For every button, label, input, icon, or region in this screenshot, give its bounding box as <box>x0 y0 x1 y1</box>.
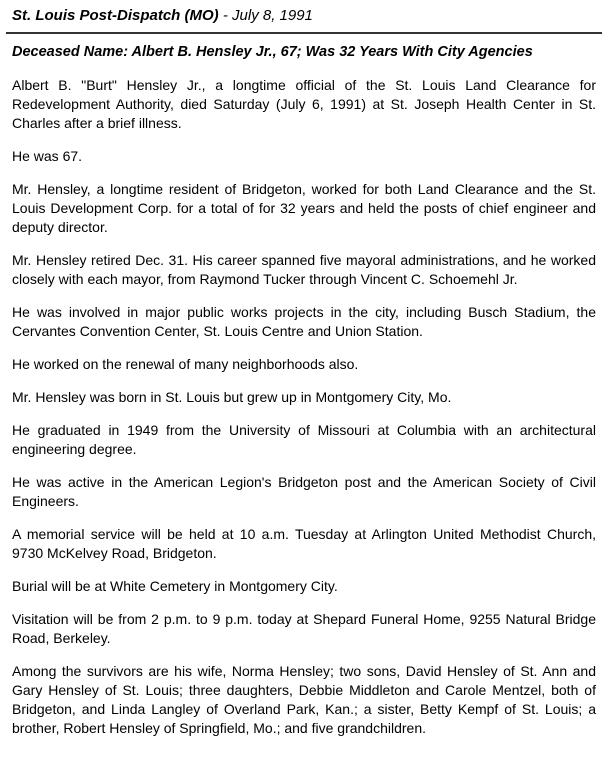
paragraph: Burial will be at White Cemetery in Montgomery City. <box>12 578 338 594</box>
paragraph: A memorial service will be held at 10 a.m. Tuesday at Arlington United Methodist Church, 9730 McKelvey Road, Bridgeton. <box>12 526 596 561</box>
paragraph: Among the survivors are his wife, Norma Hensley; two sons, David Hensley of St. Ann and Gary Hensley of St. Louis; three daughters, Debbie Middleton and Carole Mentzel, both of Bridgeton, and Linda Langley of Overland Park, Kan.; a sister, Betty Kempf of St. Louis; a brother, Robert Hensley of Springfield, Mo.; and five grandchildren. <box>12 663 596 736</box>
headline: Deceased Name: Albert B. Hensley Jr., 67; Was 32 Years With City Agencies <box>12 44 533 60</box>
source-line <box>12 6 596 25</box>
paragraph: Visitation will be from 2 p.m. to 9 p.m. today at Shepard Funeral Home, 9255 Natural Bridge Road, Berkeley. <box>12 611 596 646</box>
publication-date: July 8, 1991 <box>232 7 313 24</box>
paragraph: He was active in the American Legion's Bridgeton post and the American Society of Civil Engineers. <box>12 474 596 509</box>
source-separator: - <box>218 7 233 24</box>
paragraph: Mr. Hensley, a longtime resident of Bridgeton, worked for both Land Clearance and the St. Louis Development Corp. for a total of for 32 years and held the posts of chief engineer and deputy director. <box>12 181 596 235</box>
paragraph: He graduated in 1949 from the University of Missouri at Columbia with an architectural engineering degree. <box>12 422 596 457</box>
divider <box>6 32 602 34</box>
publication-name: St. Louis Post-Dispatch (MO) <box>12 7 219 24</box>
paragraph: Mr. Hensley retired Dec. 31. His career spanned five mayoral administrations, and he worked closely with each mayor, from Raymond Tucker through Vincent C. Schoemehl Jr. <box>12 252 596 287</box>
paragraph: Albert B. "Burt" Hensley Jr., a longtime official of the St. Louis Land Clearance for Redevelopment Authority, died Saturday (July 6, 1991) at St. Joseph Health Center in St. Charles after a brief illness. <box>12 77 596 131</box>
paragraph: He was 67. <box>12 148 83 164</box>
paragraph: He was involved in major public works projects in the city, including Busch Stadium, the Cervantes Convention Center, St. Louis Centre and Union Station. <box>12 304 596 339</box>
paragraph: He worked on the renewal of many neighborhoods also. <box>12 356 359 372</box>
paragraph: Mr. Hensley was born in St. Louis but grew up in Montgomery City, Mo. <box>12 389 452 405</box>
